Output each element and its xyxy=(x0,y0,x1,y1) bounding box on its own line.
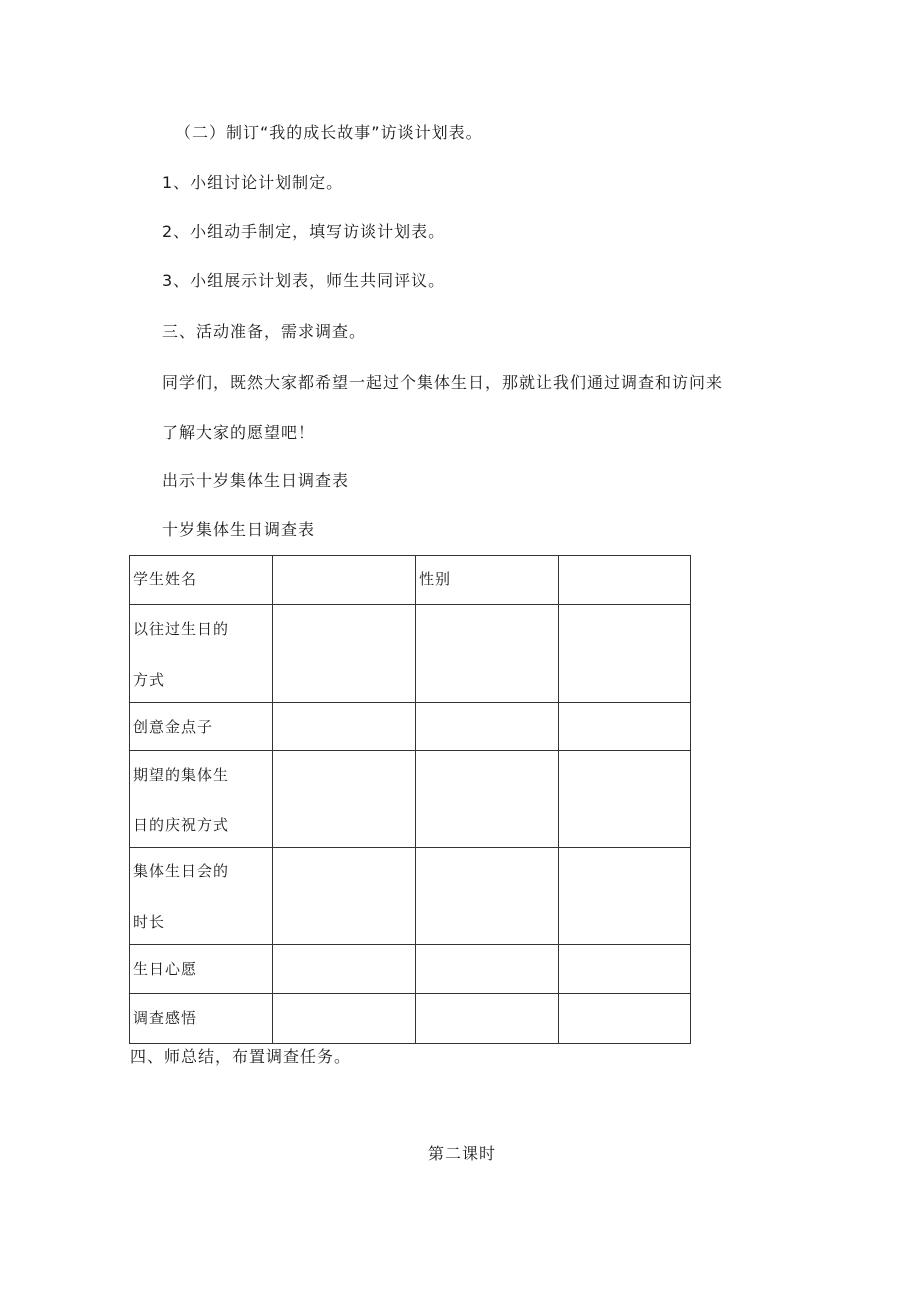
table-cell-empty xyxy=(559,848,691,945)
lesson-heading: 第二课时 xyxy=(428,1144,497,1163)
table-cell-empty xyxy=(273,945,416,994)
table-cell-label xyxy=(130,556,273,605)
table-cell-empty xyxy=(559,751,691,848)
table-cell-empty xyxy=(559,556,691,605)
table-row xyxy=(130,994,691,1044)
expected-celebration-label-line-2: 日的庆祝方式 xyxy=(133,816,230,834)
table-row xyxy=(130,751,691,848)
table-cell-empty xyxy=(273,848,416,945)
table-row xyxy=(130,556,691,605)
section-heading-interview-plan: （二）制订“我的成长故事”访谈计划表。 xyxy=(175,123,483,142)
table-cell-empty xyxy=(273,751,416,848)
table-cell-label xyxy=(130,848,273,945)
party-duration-label-line-1: 集体生日会的 xyxy=(133,862,230,880)
birthday-wish-label: 生日心愿 xyxy=(133,960,198,978)
table-cell-empty xyxy=(559,703,691,751)
section-heading-preparation: 三、活动准备，需求调查。 xyxy=(162,322,367,341)
table-cell-empty xyxy=(273,703,416,751)
paragraph-intro-line-1: 同学们，既然大家都希望一起过个集体生日，那就让我们通过调查和访问来 xyxy=(162,373,724,392)
table-cell-empty xyxy=(416,994,559,1044)
paragraph-intro-line-2: 了解大家的愿望吧！ xyxy=(162,423,316,442)
table-row xyxy=(130,703,691,751)
past-birthday-way-label-line-1: 以往过生日的 xyxy=(133,620,230,638)
table-cell-empty xyxy=(273,605,416,703)
gender-label: 性别 xyxy=(419,570,452,588)
table-row xyxy=(130,945,691,994)
table-cell-empty xyxy=(416,848,559,945)
show-survey-instruction: 出示十岁集体生日调查表 xyxy=(162,471,350,490)
step-1: 1、小组讨论计划制定。 xyxy=(162,173,344,192)
survey-table xyxy=(129,555,691,1044)
past-birthday-way-label-line-2: 方式 xyxy=(133,671,166,689)
table-cell-label xyxy=(130,703,273,751)
student-name-label: 学生姓名 xyxy=(133,570,198,588)
step-2: 2、小组动手制定，填写访谈计划表。 xyxy=(162,222,446,241)
step-3: 3、小组展示计划表，师生共同评议。 xyxy=(162,271,446,290)
table-cell-label xyxy=(130,751,273,848)
party-duration-label-line-2: 时长 xyxy=(133,913,166,931)
table-cell-empty xyxy=(416,751,559,848)
table-cell-empty xyxy=(416,945,559,994)
table-row xyxy=(130,848,691,945)
section-heading-summary: 四、师总结，布置调查任务。 xyxy=(130,1047,352,1066)
table-row xyxy=(130,605,691,703)
table-cell-label xyxy=(130,605,273,703)
table-cell-empty xyxy=(559,945,691,994)
table-title: 十岁集体生日调查表 xyxy=(162,520,316,539)
survey-reflection-label: 调查感悟 xyxy=(133,1009,198,1027)
table-cell-empty xyxy=(559,994,691,1044)
table-cell-label xyxy=(130,994,273,1044)
table-cell-empty xyxy=(559,605,691,703)
table-cell-label xyxy=(130,945,273,994)
table-cell-empty xyxy=(273,556,416,605)
expected-celebration-label-line-1: 期望的集体生 xyxy=(133,766,230,784)
table-cell-empty xyxy=(416,605,559,703)
table-cell-empty xyxy=(273,994,416,1044)
table-cell-label xyxy=(416,556,559,605)
creative-idea-label: 创意金点子 xyxy=(133,718,214,736)
table-cell-empty xyxy=(416,703,559,751)
